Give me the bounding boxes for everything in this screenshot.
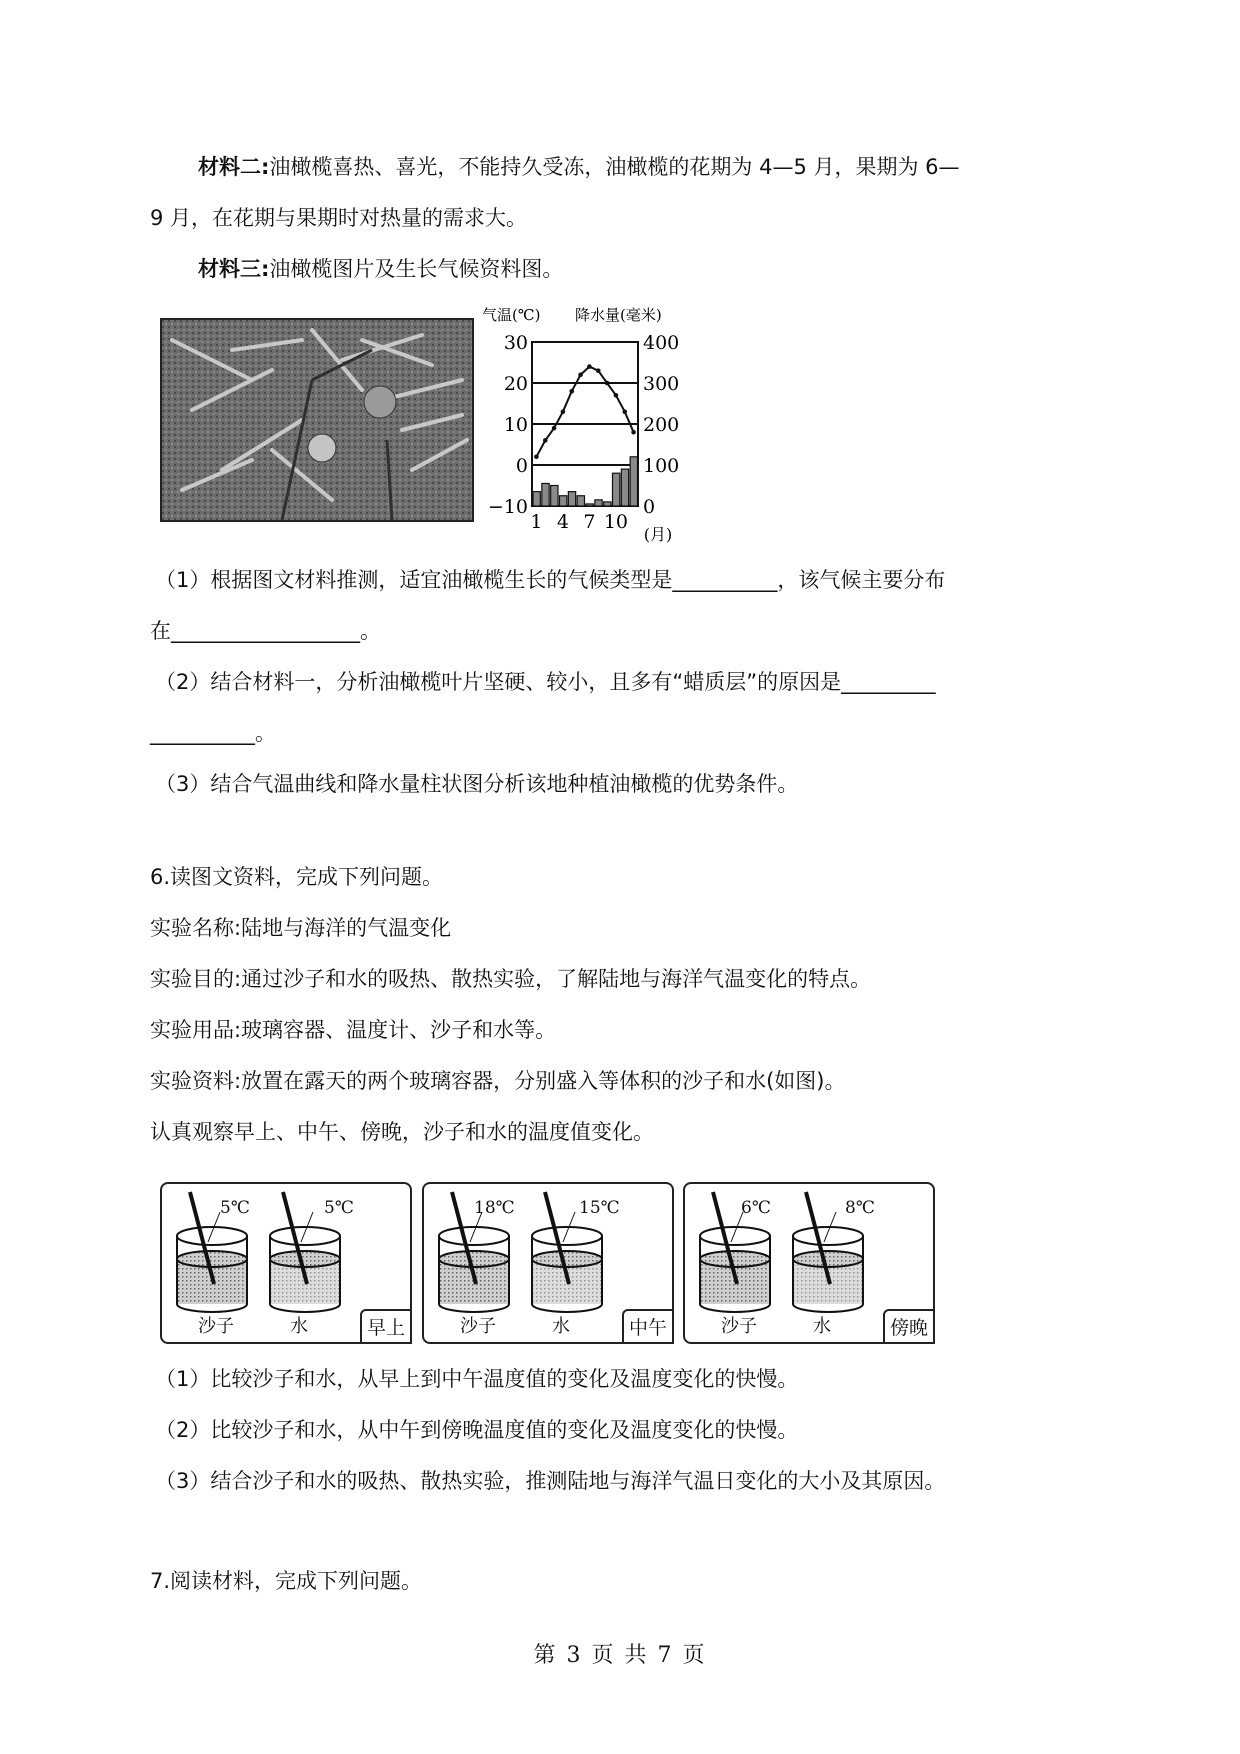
q7-heading: 7.阅读材料，完成下列问题。 [150, 1569, 423, 1593]
right-axis-ticks [643, 332, 679, 518]
x-axis-ticks [530, 511, 628, 533]
right-axis-label: 降水量(毫米) [575, 306, 662, 324]
precipitation-bar [577, 496, 584, 506]
left-tick: 20 [503, 373, 528, 395]
q5-sub1-line2: 在__________________。 [150, 619, 381, 643]
panel-evening [683, 1182, 935, 1344]
sand-temp: 6℃ [741, 1198, 771, 1218]
q6-experiment-name: 实验名称:陆地与海洋的气温变化 [150, 916, 452, 940]
q6-heading: 6.读图文资料，完成下列问题。 [150, 865, 444, 889]
q6-experiment-supplies: 实验用品:玻璃容器、温度计、沙子和水等。 [150, 1018, 557, 1042]
right-tick: 300 [643, 373, 680, 395]
time-tag-noon: 中午 [622, 1309, 674, 1344]
precipitation-bar [630, 457, 637, 506]
water-temp: 5℃ [324, 1198, 354, 1218]
water-label: 水 [290, 1316, 308, 1337]
temperature-curve [536, 367, 633, 457]
page-number: 第 3 页 共 7 页 [533, 1643, 707, 1668]
time-tag-evening: 傍晚 [883, 1309, 935, 1344]
olive-tree-photo [160, 318, 474, 522]
precipitation-bar [621, 469, 628, 506]
q6-sub3: （3）结合沙子和水的吸热、散热实验，推测陆地与海洋气温日变化的大小及其原因。 [155, 1469, 946, 1493]
left-tick: 30 [503, 332, 528, 354]
temperature-point [631, 430, 636, 435]
temperature-point [561, 409, 566, 414]
precipitation-bar [604, 502, 611, 506]
water-temp: 15℃ [579, 1198, 620, 1218]
q5-sub3: （3）结合气温曲线和降水量柱状图分析该地种植油橄榄的优势条件。 [155, 772, 799, 796]
precipitation-bar [586, 504, 593, 506]
temperature-point [622, 409, 627, 414]
climate-chart-svg [480, 300, 720, 550]
right-tick: 200 [643, 414, 680, 436]
sand-temp: 5℃ [220, 1198, 250, 1218]
q5-sub1-line1: （1）根据图文材料推测，适宜油橄榄生长的气候类型是__________，该气候主要分布 [155, 568, 946, 592]
temperature-point [605, 381, 610, 386]
precipitation-bar [560, 496, 567, 506]
material2-line2: 9 月，在花期与果期时对热量的需求大。 [150, 206, 528, 230]
material2-label: 材料二: [198, 155, 270, 179]
panel-morning [160, 1182, 412, 1344]
q6-sub2: （2）比较沙子和水，从中午到傍晚温度值的变化及温度变化的快慢。 [155, 1418, 799, 1442]
material2-line1 [198, 152, 960, 182]
time-tag-morning: 早上 [360, 1309, 412, 1344]
left-tick: 10 [503, 414, 528, 436]
right-tick: 100 [643, 455, 680, 477]
precipitation-bar [595, 500, 602, 506]
temperature-point [552, 426, 557, 431]
gridlines [532, 383, 638, 465]
q6-sub1: （1）比较沙子和水，从早上到中午温度值的变化及温度变化的快慢。 [155, 1367, 799, 1391]
q5-sub2-line2: __________。 [150, 721, 276, 745]
sand-label: 沙子 [721, 1316, 757, 1337]
sand-temp: 18℃ [474, 1198, 515, 1218]
q6-observe: 认真观察早上、中午、傍晚，沙子和水的温度值变化。 [150, 1120, 654, 1144]
right-tick: 400 [643, 332, 680, 354]
q6-experiment-purpose: 实验目的:通过沙子和水的吸热、散热实验，了解陆地与海洋气温变化的特点。 [150, 967, 872, 991]
x-tick: 10 [603, 511, 629, 533]
left-axis-ticks [488, 332, 528, 518]
x-tick: 4 [556, 511, 569, 533]
material3-line [198, 254, 563, 284]
temperature-point [596, 368, 601, 373]
left-tick: −10 [487, 496, 528, 518]
precipitation-bar [551, 486, 558, 507]
material2-text: 油橄榄喜热、喜光，不能持久受冻，油橄榄的花期为 4—5 月，果期为 6— [269, 155, 960, 179]
temperature-point [587, 364, 592, 369]
x-axis-label: (月) [643, 525, 673, 544]
q6-experiment-materials: 实验资料:放置在露天的两个玻璃容器，分别盛入等体积的沙子和水(如图)。 [150, 1069, 846, 1093]
temperature-point [543, 438, 548, 443]
material3-label: 材料三: [198, 257, 270, 281]
left-tick: 0 [515, 455, 528, 477]
temperature-points [534, 364, 636, 459]
climate-chart [480, 300, 720, 550]
precipitation-bar [568, 492, 575, 506]
sand-label: 沙子 [460, 1316, 496, 1337]
x-tick: 1 [530, 511, 543, 533]
x-tick: 7 [583, 511, 596, 533]
temperature-point [569, 389, 574, 394]
precipitation-bar [542, 483, 549, 506]
temperature-point [534, 455, 539, 460]
panel-noon [422, 1182, 674, 1344]
water-label: 水 [552, 1316, 570, 1337]
precipitation-bar [533, 492, 540, 506]
precipitation-bar [613, 473, 620, 506]
temperature-point [578, 373, 583, 378]
sand-label: 沙子 [198, 1316, 234, 1337]
temperature-point [614, 393, 619, 398]
left-axis-label: 气温(℃) [482, 306, 541, 324]
material3-text: 油橄榄图片及生长气候资料图。 [269, 257, 564, 281]
right-tick: 0 [643, 496, 656, 518]
water-temp: 8℃ [845, 1198, 875, 1218]
water-label: 水 [813, 1316, 831, 1337]
q5-sub2-line1: （2）结合材料一，分析油橄榄叶片坚硬、较小，且多有“蜡质层”的原因是_________ [155, 670, 936, 694]
